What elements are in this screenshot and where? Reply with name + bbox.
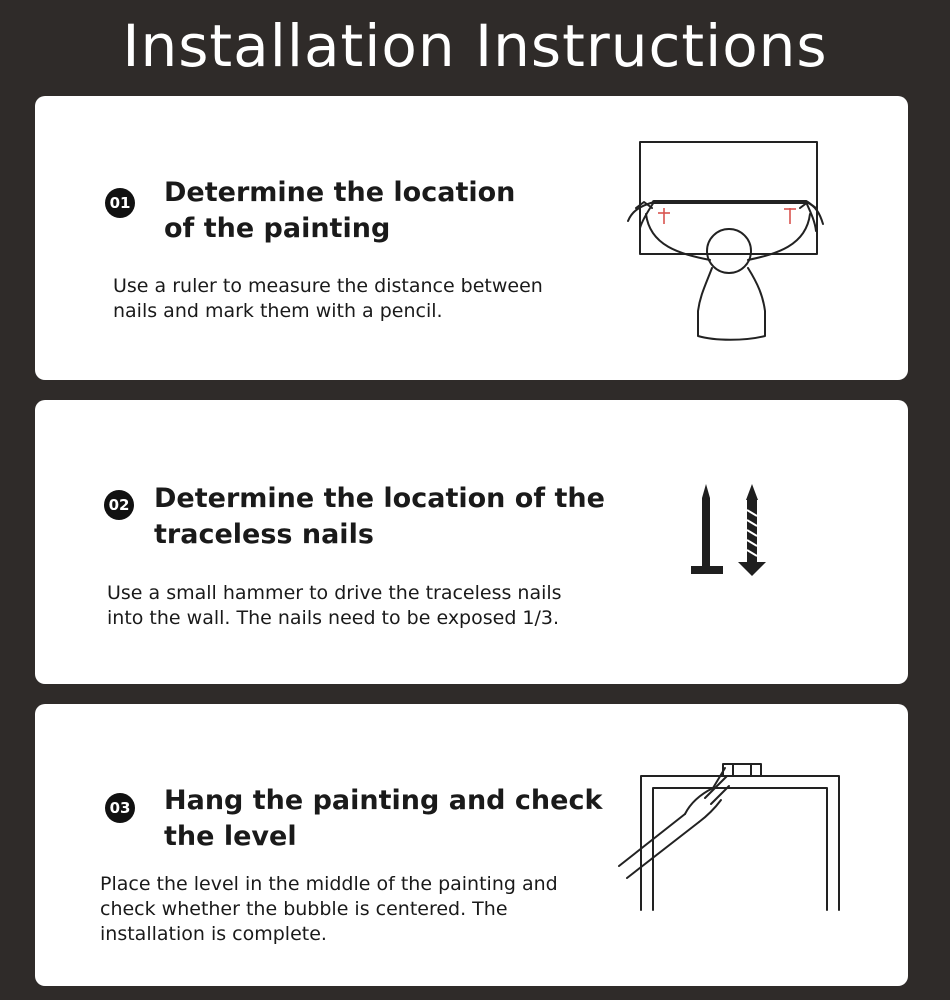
step-description: Place the level in the middle of the painting and check whether the bubble is centered. The installation is complete. bbox=[100, 873, 558, 945]
step-card-2 bbox=[35, 400, 908, 684]
person-holding-painting-icon bbox=[620, 136, 830, 351]
hand-placing-level-icon bbox=[615, 754, 845, 914]
step-heading: Determine the location of the traceless nails bbox=[154, 483, 605, 550]
step-number-badge: 02 bbox=[104, 490, 134, 520]
step-card-3 bbox=[35, 704, 908, 986]
step-description: Use a ruler to measure the distance between nails and mark them with a pencil. bbox=[113, 275, 543, 322]
step-number-badge: 01 bbox=[105, 188, 135, 218]
page-title: Installation Instructions bbox=[122, 12, 828, 80]
step-heading: Determine the location of the painting bbox=[164, 177, 516, 244]
step-card-1 bbox=[35, 96, 908, 380]
step-heading: Hang the painting and check the level bbox=[164, 785, 603, 852]
traceless-nails-icon bbox=[680, 480, 780, 580]
step-description: Use a small hammer to drive the traceless nails into the wall. The nails need to be exposed 1/3. bbox=[107, 582, 562, 629]
step-number-badge: 03 bbox=[105, 793, 135, 823]
